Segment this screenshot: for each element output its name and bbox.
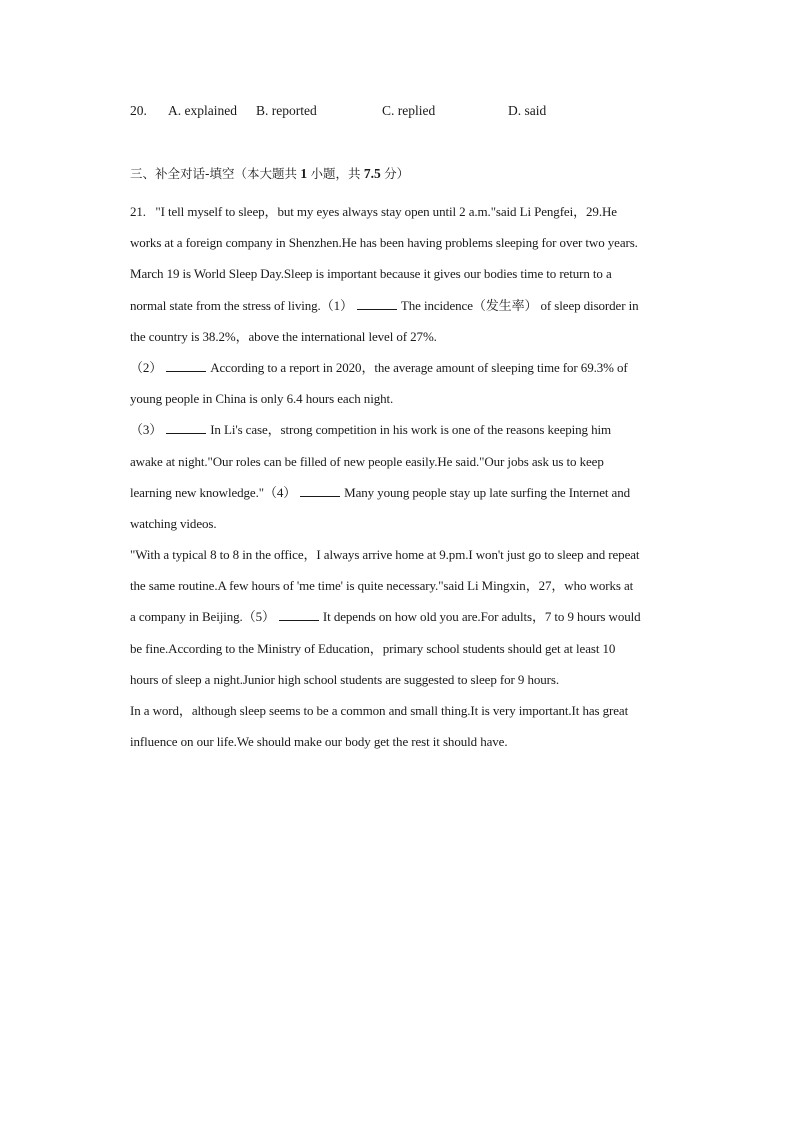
- passage-line: the same routine.A few hours of 'me time' is quite necessary."said Li Mingxin，27，who works at: [130, 578, 634, 594]
- option-b: B. reported: [256, 103, 317, 118]
- passage-line: awake at night."Our roles can be filled of new people easily.He said."Our jobs ask us to keep: [130, 453, 604, 469]
- blank-5[interactable]: [279, 609, 319, 621]
- passage-line: watching videos.: [130, 515, 217, 531]
- blank-4[interactable]: [300, 485, 340, 497]
- passage-line: a company in Beijing.（5） It depends on how old you are.For adults，7 to 9 hours would: [130, 609, 641, 625]
- passage-line: March 19 is World Sleep Day.Sleep is important because it gives our bodies time to return to a: [130, 266, 612, 282]
- passage-line: （3） In Li's case，strong competition in his work is one of the reasons keeping him: [130, 422, 612, 438]
- passage-line: In a word，although sleep seems to be a common and small thing.It is very important.It has great: [130, 703, 629, 718]
- passage-line: young people in China is only 6.4 hours each night.: [130, 391, 394, 407]
- option-d: D. said: [508, 103, 547, 118]
- passage-line: learning new knowledge."（4） Many young people stay up late surfing the Internet and: [130, 484, 630, 500]
- blank-3[interactable]: [166, 422, 206, 434]
- option-c: C. replied: [382, 103, 436, 118]
- blank-1[interactable]: [357, 298, 397, 310]
- passage-line: works at a foreign company in Shenzhen.He has been having problems sleeping for over two years.: [130, 235, 638, 251]
- question-number: 21.: [130, 204, 146, 219]
- passage-line: （2） According to a report in 2020，the average amount of sleeping time for 69.3% of: [130, 359, 628, 375]
- option-a: A. explained: [168, 103, 237, 118]
- passage-line: "With a typical 8 to 8 in the office，I always arrive home at 9.pm.I won't just go to sleep and repeat: [130, 547, 640, 563]
- passage-line: the country is 38.2%，above the international level of 27%.: [130, 328, 437, 344]
- passage-line: hours of sleep a night.Junior high school students are suggested to sleep for 9 hours.: [130, 671, 559, 687]
- question-number: 20.: [130, 103, 147, 118]
- passage-line: normal state from the stress of living.（1） The incidence（发生率） of sleep disorder in: [130, 297, 639, 313]
- question-21-passage: [130, 196, 700, 757]
- blank-2[interactable]: [166, 360, 206, 372]
- passage-line: influence on our life.We should make our body get the rest it should have.: [130, 734, 508, 750]
- passage-line: be fine.According to the Ministry of Education，primary school students should get at least 10: [130, 640, 616, 656]
- passage-line: 21. "I tell myself to sleep，but my eyes always stay open until 2 a.m."said Li Pengfei，29.He: [130, 204, 617, 219]
- section-heading: 三、补全对话-填空（本大题共 1 小题，共 7.5 分）: [130, 166, 410, 181]
